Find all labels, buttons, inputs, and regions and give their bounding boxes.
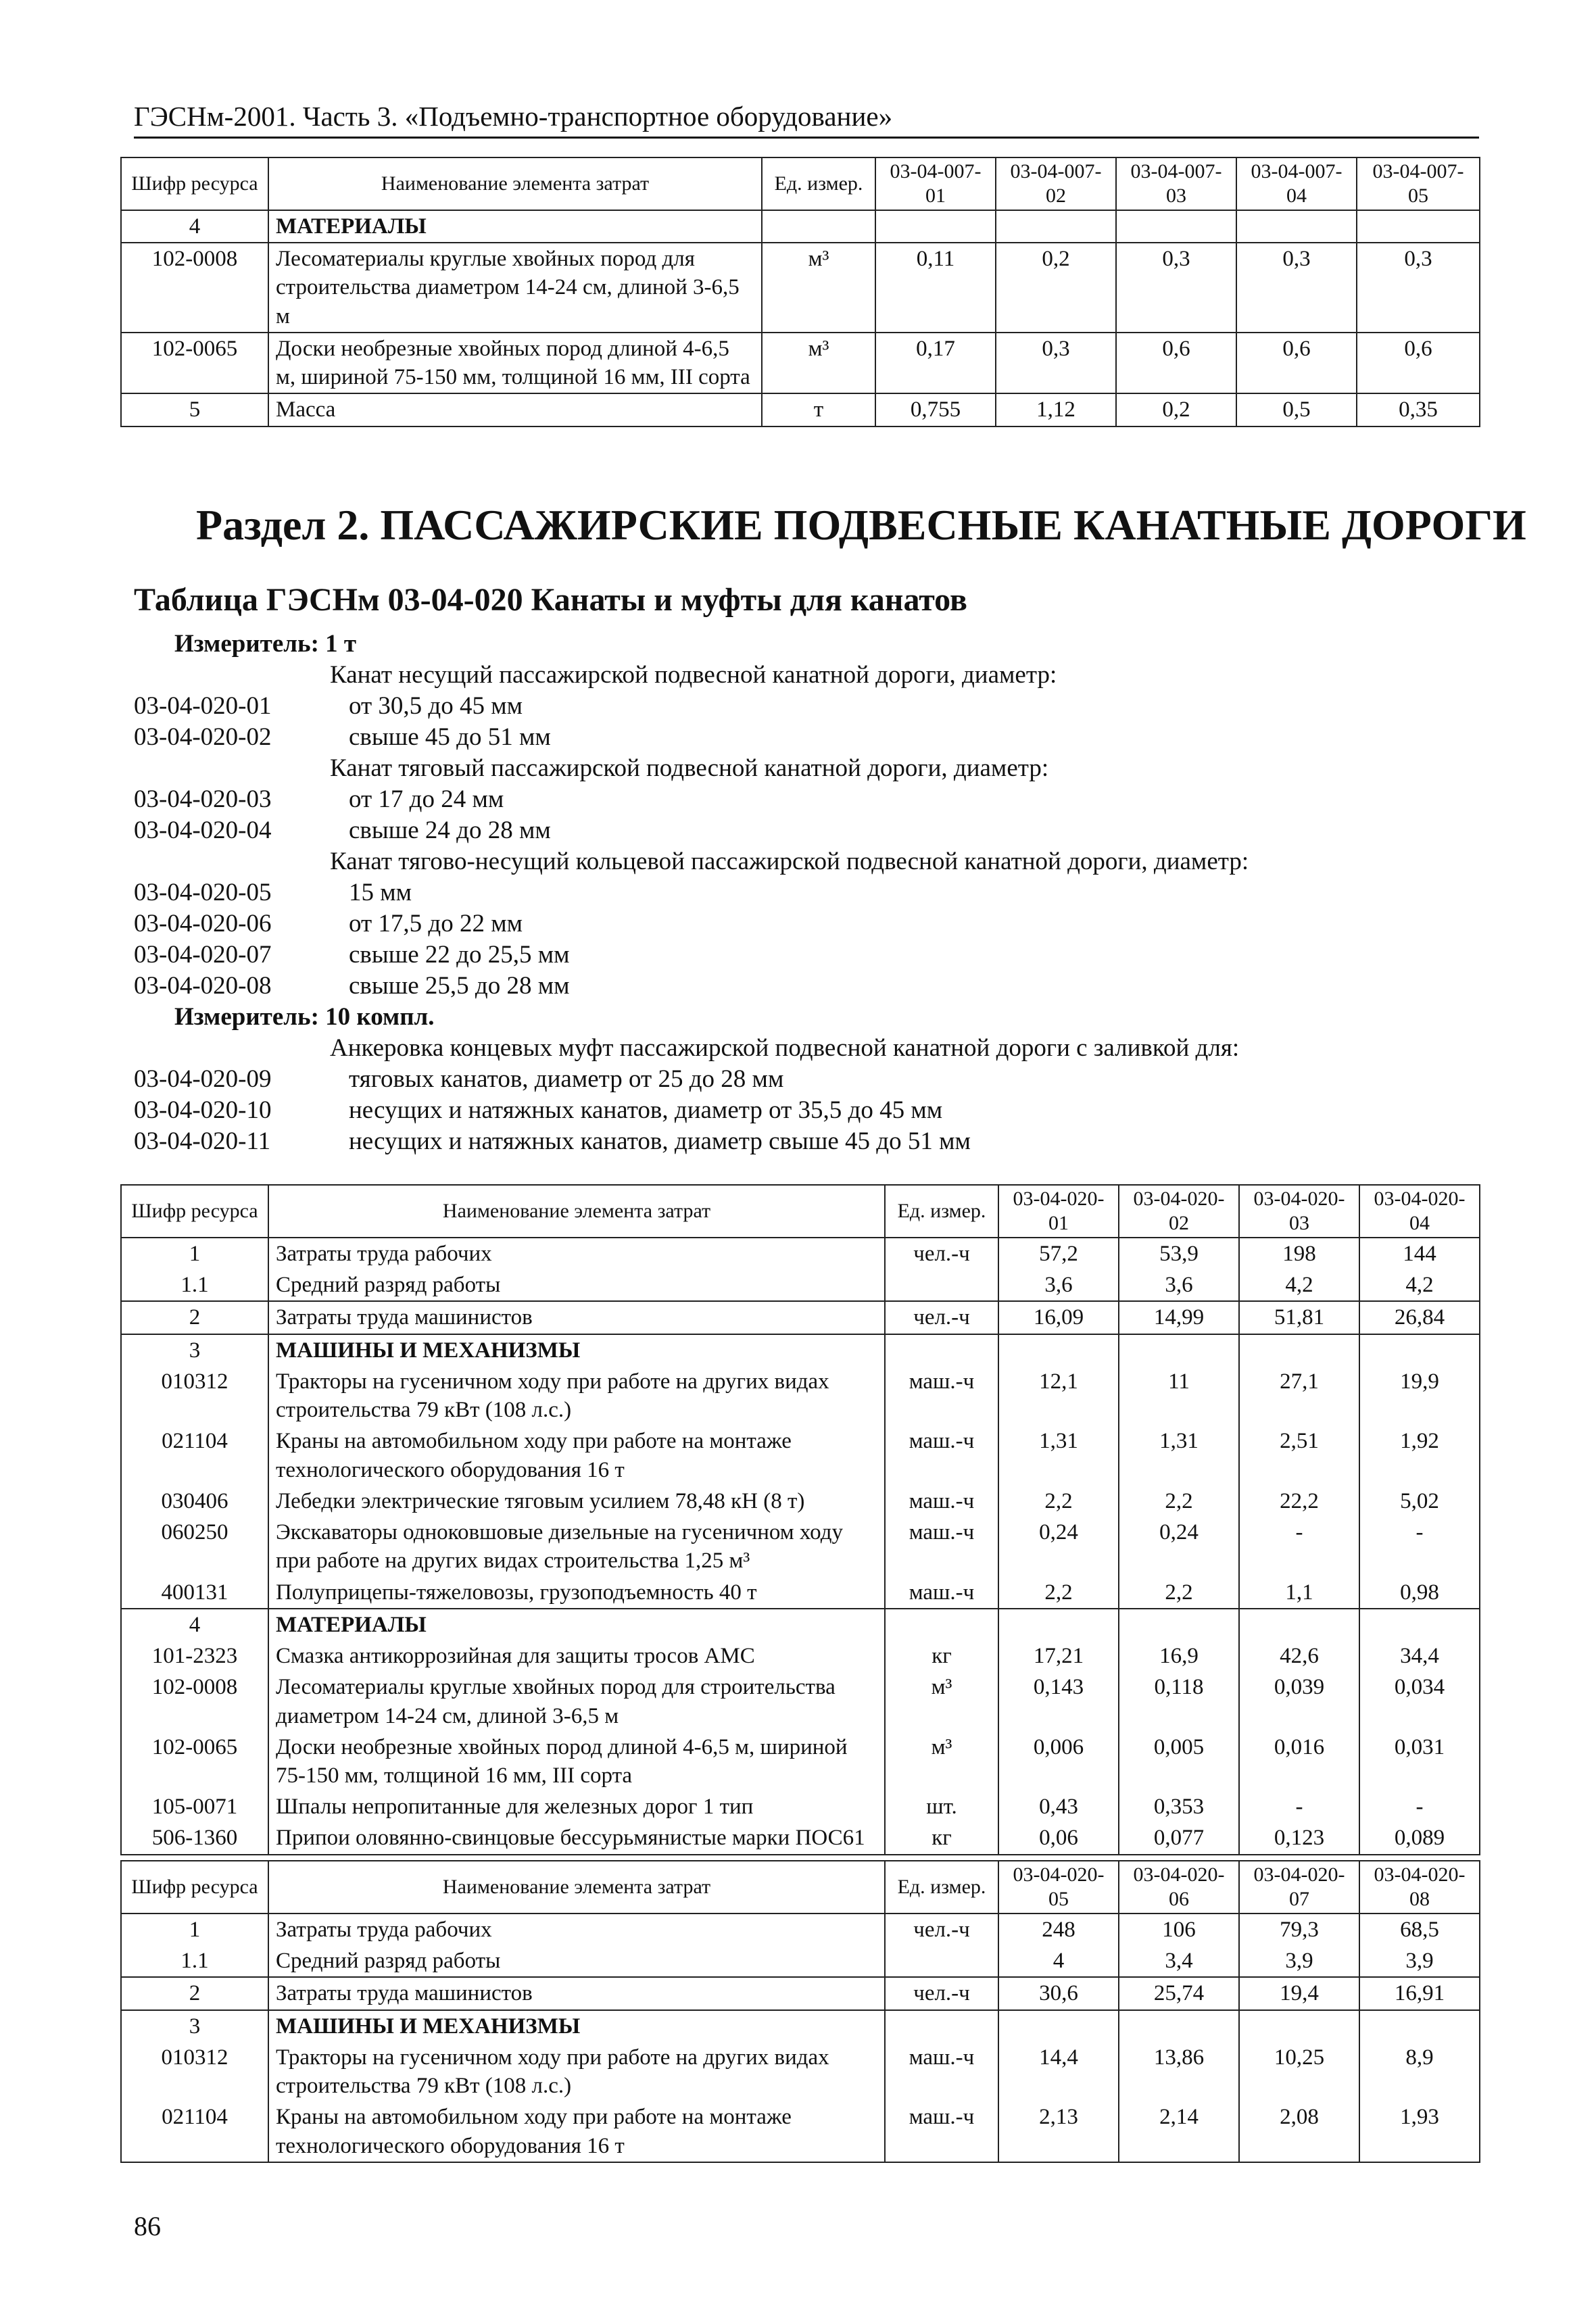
cost-element-name: Лесоматериалы круглые хвойных пород для строительства диаметром 14-24 см, длиной 3-6,5 м <box>268 1672 885 1731</box>
table-row <box>121 1517 1480 1576</box>
item-list <box>134 1064 1479 1157</box>
norm-value: 0,039 <box>1239 1672 1359 1731</box>
column-header: Наименование элемента затрат <box>268 1861 885 1914</box>
table-row <box>121 1609 1480 1640</box>
norm-value: 13,86 <box>1119 2042 1239 2101</box>
norm-value: 42,6 <box>1239 1640 1359 1672</box>
table-header-row <box>121 1185 1480 1238</box>
norm-value: 1,1 <box>1239 1577 1359 1609</box>
list-item <box>134 1126 1479 1157</box>
resource-code: 105-0071 <box>121 1791 268 1822</box>
table-row <box>121 1366 1480 1425</box>
resource-code: 3 <box>121 2010 268 2042</box>
resource-code: 060250 <box>121 1517 268 1576</box>
norm-value: 0,353 <box>1119 1791 1239 1822</box>
unit-of-measure: маш.-ч <box>885 2042 998 2101</box>
norm-value: 14,99 <box>1119 1301 1239 1334</box>
norm-value: 0,005 <box>1119 1732 1239 1791</box>
norm-value: 10,25 <box>1239 2042 1359 2101</box>
table-row <box>121 2010 1480 2042</box>
norm-value <box>1359 2010 1480 2042</box>
item-text: от 30,5 до 45 мм <box>349 692 523 720</box>
item-list <box>134 784 1479 846</box>
unit-of-measure: кг <box>885 1822 998 1854</box>
table-row <box>121 1945 1480 1977</box>
column-header: 03-04-007-05 <box>1357 157 1480 210</box>
table-row <box>121 333 1480 393</box>
page-number: 86 <box>134 2211 161 2241</box>
norm-value: 14,4 <box>998 2042 1119 2101</box>
norm-value: 26,84 <box>1359 1301 1480 1334</box>
norm-value <box>1357 210 1480 243</box>
item-code: 03-04-020-11 <box>134 1127 271 1155</box>
item-text: несущих и натяжных канатов, диаметр свыше 45 до 51 мм <box>349 1127 971 1155</box>
resource-code: 1 <box>121 1914 268 1945</box>
resource-code: 1 <box>121 1238 268 1269</box>
column-header: 03-04-007-01 <box>875 157 996 210</box>
unit-of-measure: чел.-ч <box>885 1301 998 1334</box>
list-item <box>134 691 1479 722</box>
norm-value: 3,9 <box>1359 1945 1480 1977</box>
cost-element-name: МАШИНЫ И МЕХАНИЗМЫ <box>268 2010 885 2042</box>
norm-value: 0,016 <box>1239 1732 1359 1791</box>
item-code: 03-04-020-07 <box>134 941 272 969</box>
norm-value: 198 <box>1239 1238 1359 1269</box>
resource-code: 010312 <box>121 2042 268 2101</box>
table-row <box>121 1732 1480 1791</box>
table-row <box>121 1238 1480 1269</box>
column-header: 03-04-020-05 <box>998 1861 1119 1914</box>
list-item <box>134 815 1479 846</box>
resource-code: 506-1360 <box>121 1822 268 1854</box>
cost-element-name: Затраты труда рабочих <box>268 1238 885 1269</box>
norm-value: 0,031 <box>1359 1732 1480 1791</box>
table-row <box>121 2101 1480 2162</box>
norm-value: 3,9 <box>1239 1945 1359 1977</box>
norm-value: 2,2 <box>1119 1486 1239 1517</box>
resource-code: 1.1 <box>121 1269 268 1301</box>
norm-value <box>998 2010 1119 2042</box>
list-item <box>134 1064 1479 1095</box>
norm-value: 19,9 <box>1359 1366 1480 1425</box>
resource-table-020-01-04 <box>120 1184 1480 1855</box>
resource-code: 021104 <box>121 2101 268 2162</box>
norm-value: 0,5 <box>1236 393 1357 426</box>
norm-value <box>1239 1609 1359 1640</box>
table-row <box>121 1672 1480 1731</box>
norm-value <box>1119 1334 1239 1366</box>
norm-value <box>998 1334 1119 1366</box>
item-text: свыше 25,5 до 28 мм <box>349 972 570 1000</box>
item-text: тяговых канатов, диаметр от 25 до 28 мм <box>349 1065 784 1093</box>
norm-value: 3,4 <box>1119 1945 1239 1977</box>
norm-value: 25,74 <box>1119 1977 1239 2009</box>
column-header: 03-04-020-04 <box>1359 1185 1480 1238</box>
table-row <box>121 1577 1480 1609</box>
norm-value: 0,118 <box>1119 1672 1239 1731</box>
unit-of-measure: маш.-ч <box>885 1366 998 1425</box>
resource-code: 5 <box>121 393 268 426</box>
norm-value: 0,3 <box>1116 243 1236 333</box>
cost-element-name: Тракторы на гусеничном ходу при работе на других видах строительства 79 кВт (108 л.с.) <box>268 2042 885 2101</box>
group-heading: Канат тягово-несущий кольцевой пассажирской подвесной канатной дороги, диаметр: <box>330 848 1249 875</box>
table-row <box>121 1269 1480 1301</box>
cost-element-name: Лесоматериалы круглые хвойных пород для строительства диаметром 14-24 см, длиной 3-6,5 м <box>268 243 762 333</box>
norm-value: 0,3 <box>1236 243 1357 333</box>
cost-element-name: Затраты труда машинистов <box>268 1301 885 1334</box>
column-header: Шифр ресурса <box>121 1185 268 1238</box>
unit-of-measure: м³ <box>885 1732 998 1791</box>
unit-of-measure: т <box>762 393 875 426</box>
group-heading: Канат тяговый пассажирской подвесной канатной дороги, диаметр: <box>330 754 1049 782</box>
norm-value: 2,2 <box>998 1486 1119 1517</box>
column-header: Шифр ресурса <box>121 157 268 210</box>
table-row <box>121 1914 1480 1945</box>
cost-element-name: Краны на автомобильном ходу при работе на монтаже технологического оборудования 16 т <box>268 1425 885 1485</box>
norm-value: 106 <box>1119 1914 1239 1945</box>
column-header: Ед. измер. <box>762 157 875 210</box>
column-header: Наименование элемента затрат <box>268 157 762 210</box>
unit-of-measure: кг <box>885 1640 998 1672</box>
unit-of-measure <box>762 210 875 243</box>
norm-value: 0,077 <box>1119 1822 1239 1854</box>
norm-value: 4,2 <box>1239 1269 1359 1301</box>
norm-value: 3,6 <box>1119 1269 1239 1301</box>
norm-value: 0,98 <box>1359 1577 1480 1609</box>
resource-code: 400131 <box>121 1577 268 1609</box>
norm-value: 16,91 <box>1359 1977 1480 2009</box>
unit-of-measure: шт. <box>885 1791 998 1822</box>
norm-value: 0,143 <box>998 1672 1119 1731</box>
norm-value: 0,034 <box>1359 1672 1480 1731</box>
column-header: 03-04-007-04 <box>1236 157 1357 210</box>
norm-value: 16,09 <box>998 1301 1119 1334</box>
unit-of-measure <box>885 1945 998 1977</box>
unit-of-measure: маш.-ч <box>885 1425 998 1485</box>
list-item <box>134 877 1479 908</box>
norm-value: 5,02 <box>1359 1486 1480 1517</box>
norm-value: 0,24 <box>998 1517 1119 1576</box>
list-item <box>134 940 1479 971</box>
item-text: свыше 22 до 25,5 мм <box>349 941 570 969</box>
norm-value: 12,1 <box>998 1366 1119 1425</box>
list-item <box>134 722 1479 753</box>
column-header: Ед. измер. <box>885 1185 998 1238</box>
cost-element-name: Средний разряд работы <box>268 1269 885 1301</box>
resource-code: 021104 <box>121 1425 268 1485</box>
unit-of-measure: маш.-ч <box>885 1517 998 1576</box>
column-header: Ед. измер. <box>885 1861 998 1914</box>
list-item <box>134 908 1479 940</box>
norm-value: 0,2 <box>1116 393 1236 426</box>
column-header: 03-04-007-03 <box>1116 157 1236 210</box>
unit-of-measure <box>885 1609 998 1640</box>
norm-value: 2,08 <box>1239 2101 1359 2162</box>
page-header: ГЭСНм-2001. Часть 3. «Подъемно-транспортное оборудование» <box>134 100 1479 139</box>
norm-value: 51,81 <box>1239 1301 1359 1334</box>
resource-code: 102-0008 <box>121 243 268 333</box>
cost-element-name: Смазка антикоррозийная для защиты тросов АМС <box>268 1640 885 1672</box>
item-code: 03-04-020-02 <box>134 723 272 751</box>
unit-of-measure: м³ <box>762 333 875 393</box>
norm-value: 248 <box>998 1914 1119 1945</box>
column-header: Шифр ресурса <box>121 1861 268 1914</box>
cost-element-name: Доски необрезные хвойных пород длиной 4-6,5 м, шириной 75-150 мм, толщиной 16 мм, III сорта <box>268 333 762 393</box>
norm-value: 0,123 <box>1239 1822 1359 1854</box>
norm-value <box>1359 1609 1480 1640</box>
table-header-row <box>121 1861 1480 1914</box>
column-header: 03-04-020-08 <box>1359 1861 1480 1914</box>
norm-value: 68,5 <box>1359 1914 1480 1945</box>
group-heading: Анкеровка концевых муфт пассажирской подвесной канатной дороги с заливкой для: <box>330 1034 1240 1062</box>
norm-value: 0,6 <box>1236 333 1357 393</box>
norm-value <box>998 1609 1119 1640</box>
table-row <box>121 1791 1480 1822</box>
measure-description <box>134 629 1479 1157</box>
unit-of-measure: чел.-ч <box>885 1238 998 1269</box>
table-row <box>121 210 1480 243</box>
cost-element-name: Экскаваторы одноковшовые дизельные на гусеничном ходу при работе на других видах строительства 1,25 м³ <box>268 1517 885 1576</box>
norm-value: 4 <box>998 1945 1119 1977</box>
column-header: 03-04-020-01 <box>998 1185 1119 1238</box>
cost-element-name: Полуприцепы-тяжеловозы, грузоподъемность 40 т <box>268 1577 885 1609</box>
norm-value: 19,4 <box>1239 1977 1359 2009</box>
unit-of-measure: м³ <box>885 1672 998 1731</box>
norm-value <box>1359 1334 1480 1366</box>
resource-code: 030406 <box>121 1486 268 1517</box>
norm-value: 0,3 <box>1357 243 1480 333</box>
resource-code: 4 <box>121 210 268 243</box>
table-row <box>121 1334 1480 1366</box>
item-text: несущих и натяжных канатов, диаметр от 35,5 до 45 мм <box>349 1096 943 1124</box>
norm-value: - <box>1239 1791 1359 1822</box>
table-header-row <box>121 157 1480 210</box>
norm-value <box>1119 2010 1239 2042</box>
item-text: от 17,5 до 22 мм <box>349 910 523 937</box>
norm-value: 0,06 <box>998 1822 1119 1854</box>
cost-element-name: Припои оловянно-свинцовые бессурьмянистые марки ПОС61 <box>268 1822 885 1854</box>
unit-of-measure <box>885 1269 998 1301</box>
norm-value: 2,14 <box>1119 2101 1239 2162</box>
list-item <box>134 971 1479 1002</box>
resource-code: 3 <box>121 1334 268 1366</box>
resource-table-007 <box>120 157 1480 427</box>
norm-value: 0,2 <box>996 243 1116 333</box>
norm-value: 1,92 <box>1359 1425 1480 1485</box>
table-row <box>121 2042 1480 2101</box>
norm-value: 16,9 <box>1119 1640 1239 1672</box>
list-item <box>134 784 1479 815</box>
column-header: Наименование элемента затрат <box>268 1185 885 1238</box>
norm-value: 11 <box>1119 1366 1239 1425</box>
norm-value <box>1236 210 1357 243</box>
norm-value: 0,17 <box>875 333 996 393</box>
norm-value: 0,43 <box>998 1791 1119 1822</box>
norm-value: 2,2 <box>1119 1577 1239 1609</box>
item-code: 03-04-020-08 <box>134 972 272 1000</box>
norm-value: 30,6 <box>998 1977 1119 2009</box>
norm-value: 4,2 <box>1359 1269 1480 1301</box>
norm-value: 0,3 <box>996 333 1116 393</box>
unit-of-measure: маш.-ч <box>885 1486 998 1517</box>
item-code: 03-04-020-04 <box>134 817 272 844</box>
norm-value <box>875 210 996 243</box>
norm-value: 1,12 <box>996 393 1116 426</box>
norm-value: 79,3 <box>1239 1914 1359 1945</box>
cost-element-name: Тракторы на гусеничном ходу при работе на других видах строительства 79 кВт (108 л.с.) <box>268 1366 885 1425</box>
unit-of-measure <box>885 2010 998 2042</box>
norm-value: 0,6 <box>1116 333 1236 393</box>
resource-code: 102-0008 <box>121 1672 268 1731</box>
norm-value: 0,24 <box>1119 1517 1239 1576</box>
norm-value: 8,9 <box>1359 2042 1480 2101</box>
item-code: 03-04-020-09 <box>134 1065 272 1093</box>
unit-of-measure <box>885 1334 998 1366</box>
norm-value <box>1116 210 1236 243</box>
item-code: 03-04-020-01 <box>134 692 272 720</box>
column-header: 03-04-020-03 <box>1239 1185 1359 1238</box>
unit-of-measure: чел.-ч <box>885 1914 998 1945</box>
norm-value: 144 <box>1359 1238 1480 1269</box>
measure-unit: Измеритель: 1 т <box>174 630 357 658</box>
list-item <box>134 1095 1479 1126</box>
cost-element-name: Затраты труда рабочих <box>268 1914 885 1945</box>
norm-value: 0,006 <box>998 1732 1119 1791</box>
cost-element-name: МАТЕРИАЛЫ <box>268 210 762 243</box>
unit-of-measure: м³ <box>762 243 875 333</box>
column-header: 03-04-020-07 <box>1239 1861 1359 1914</box>
unit-of-measure: маш.-ч <box>885 1577 998 1609</box>
table-title: Таблица ГЭСНм 03-04-020 Канаты и муфты для канатов <box>134 582 967 618</box>
norm-value: 0,35 <box>1357 393 1480 426</box>
section-title: Раздел 2. ПАССАЖИРСКИЕ ПОДВЕСНЫЕ КАНАТНЫЕ ДОРОГИ <box>196 501 1526 549</box>
norm-value: 0,755 <box>875 393 996 426</box>
norm-value <box>1119 1609 1239 1640</box>
norm-value: 17,21 <box>998 1640 1119 1672</box>
norm-value <box>996 210 1116 243</box>
norm-value: 0,11 <box>875 243 996 333</box>
norm-value: 1,93 <box>1359 2101 1480 2162</box>
norm-value: 2,51 <box>1239 1425 1359 1485</box>
norm-value: - <box>1239 1517 1359 1576</box>
item-code: 03-04-020-05 <box>134 879 272 906</box>
table-row <box>121 243 1480 333</box>
item-text: 15 мм <box>349 879 412 906</box>
resource-table-020-05-08 <box>120 1860 1480 2163</box>
cost-element-name: Шпалы непропитанные для железных дорог 1 тип <box>268 1791 885 1822</box>
resource-code: 4 <box>121 1609 268 1640</box>
resource-code: 1.1 <box>121 1945 268 1977</box>
norm-value: 22,2 <box>1239 1486 1359 1517</box>
norm-value: 27,1 <box>1239 1366 1359 1425</box>
norm-value: 53,9 <box>1119 1238 1239 1269</box>
item-code: 03-04-020-10 <box>134 1096 272 1124</box>
cost-element-name: Краны на автомобильном ходу при работе на монтаже технологического оборудования 16 т <box>268 2101 885 2162</box>
norm-value <box>1239 1334 1359 1366</box>
column-header: 03-04-020-06 <box>1119 1861 1239 1914</box>
item-text: свыше 24 до 28 мм <box>349 817 551 844</box>
table-row <box>121 1486 1480 1517</box>
table-row <box>121 1640 1480 1672</box>
norm-value: 1,31 <box>1119 1425 1239 1485</box>
item-code: 03-04-020-06 <box>134 910 272 937</box>
cost-element-name: МАШИНЫ И МЕХАНИЗМЫ <box>268 1334 885 1366</box>
cost-element-name: Затраты труда машинистов <box>268 1977 885 2009</box>
table-row <box>121 1822 1480 1854</box>
item-list <box>134 691 1479 753</box>
norm-value: 57,2 <box>998 1238 1119 1269</box>
norm-value: 2,13 <box>998 2101 1119 2162</box>
norm-value: 34,4 <box>1359 1640 1480 1672</box>
resource-code: 102-0065 <box>121 1732 268 1791</box>
column-header: 03-04-020-02 <box>1119 1185 1239 1238</box>
cost-element-name: Средний разряд работы <box>268 1945 885 1977</box>
norm-value: 0,6 <box>1357 333 1480 393</box>
item-text: свыше 45 до 51 мм <box>349 723 551 751</box>
table-row <box>121 1301 1480 1334</box>
resource-code: 102-0065 <box>121 333 268 393</box>
resource-code: 2 <box>121 1977 268 2009</box>
norm-value <box>1239 2010 1359 2042</box>
column-header: 03-04-007-02 <box>996 157 1116 210</box>
cost-element-name: Доски необрезные хвойных пород длиной 4-6,5 м, шириной 75-150 мм, толщиной 16 мм, III сорта <box>268 1732 885 1791</box>
norm-value: - <box>1359 1791 1480 1822</box>
measure-unit: Измеритель: 10 компл. <box>174 1003 435 1031</box>
cost-element-name: Лебедки электрические тяговым усилием 78,48 кН (8 т) <box>268 1486 885 1517</box>
cost-element-name: Масса <box>268 393 762 426</box>
norm-value: 0,089 <box>1359 1822 1480 1854</box>
item-list <box>134 877 1479 1002</box>
resource-code: 010312 <box>121 1366 268 1425</box>
resource-code: 2 <box>121 1301 268 1334</box>
unit-of-measure: маш.-ч <box>885 2101 998 2162</box>
item-code: 03-04-020-03 <box>134 785 272 813</box>
norm-value: - <box>1359 1517 1480 1576</box>
item-text: от 17 до 24 мм <box>349 785 504 813</box>
unit-of-measure: чел.-ч <box>885 1977 998 2009</box>
resource-code: 101-2323 <box>121 1640 268 1672</box>
table-row <box>121 1425 1480 1485</box>
norm-value: 1,31 <box>998 1425 1119 1485</box>
table-row <box>121 393 1480 426</box>
cost-element-name: МАТЕРИАЛЫ <box>268 1609 885 1640</box>
group-heading: Канат несущий пассажирской подвесной канатной дороги, диаметр: <box>330 661 1057 689</box>
norm-value: 3,6 <box>998 1269 1119 1301</box>
table-row <box>121 1977 1480 2009</box>
norm-value: 2,2 <box>998 1577 1119 1609</box>
